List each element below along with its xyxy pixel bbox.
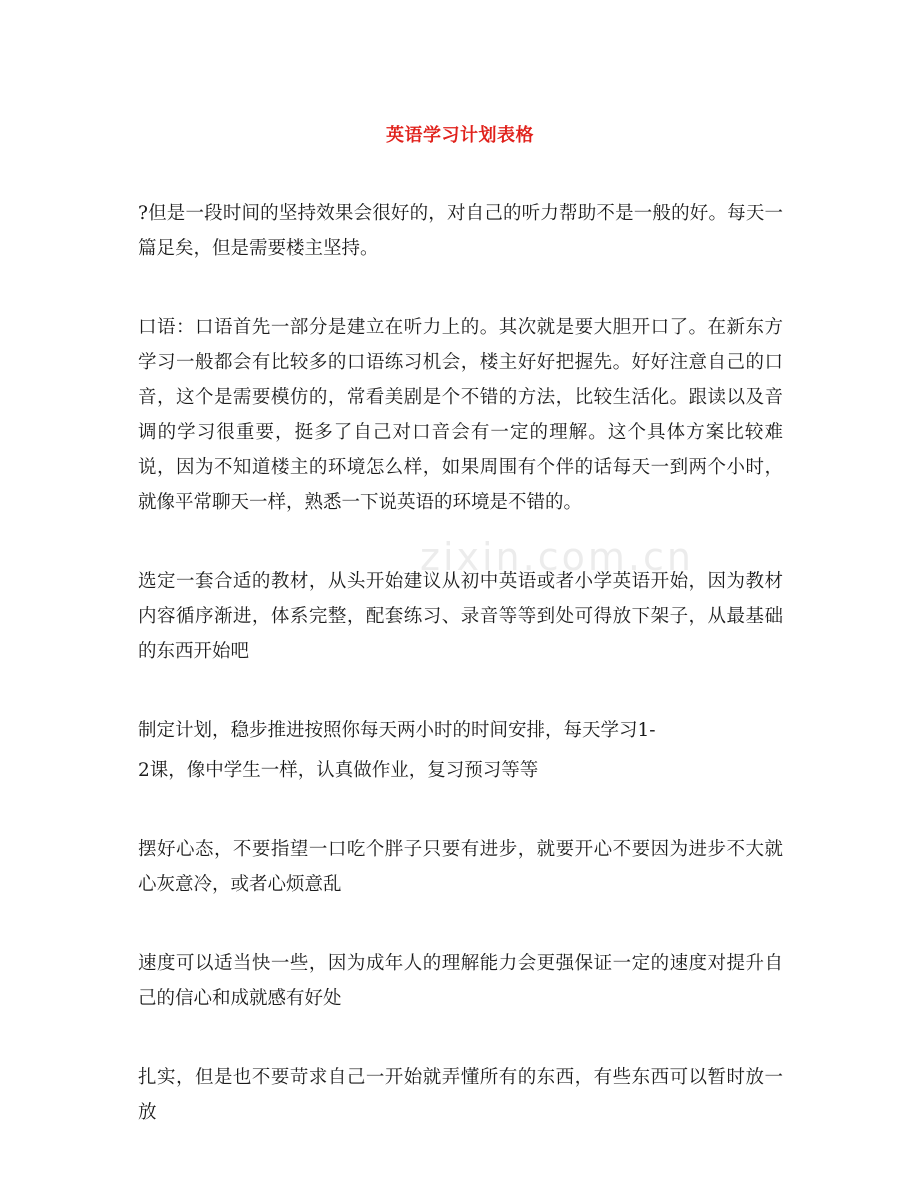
- document-title: 英语学习计划表格: [386, 125, 534, 146]
- document-body: [138, 196, 783, 1130]
- paragraph-textbook: 选定一套合适的教材，从头开始建议从初中英语或者小学英语开始，因为教材内容循序渐进，体系完整，配套练习、录音等等到处可得放下架子，从最基础的东西开始吧: [138, 571, 783, 662]
- paragraph-speed: 速度可以适当快一些，因为成年人的理解能力会更强保证一定的速度对提升自己的信心和成就感有好处: [138, 953, 783, 1009]
- paragraph-solid: 扎实，但是也不要苛求自己一开始就弄懂所有的东西，有些东西可以暂时放一放: [138, 1067, 783, 1123]
- watermark: zixin.com.cn: [420, 535, 694, 579]
- paragraph-plan-line-1: 制定计划，稳步推进按照你每天两小时的时间安排，每天学习1-: [138, 720, 656, 741]
- paragraph-mindset: 摆好心态，不要指望一口吃个胖子只要有进步，就要开心不要因为进步不大就心灰意冷，或者心烦意乱: [138, 839, 783, 895]
- paragraph-listening: ?但是一段时间的坚持效果会很好的，对自己的听力帮助不是一般的好。每天一篇足矣，但是需要楼主坚持。: [138, 203, 783, 259]
- paragraph-speaking: 口语：口语首先一部分是建立在听力上的。其次就是要大胆开口了。在新东方学习一般都会有比较多的口语练习机会，楼主好好把握先。好好注意自己的口音，这个是需要模仿的，常看美剧是个不错的方法，比较生活化。跟读以及音调的学习很重要，挺多了自己对口音会有一定的理解。这个具体方案比较难说，因为不知道楼主的环境怎么样，如果周围有个伴的话每天一到两个小时，就像平常聊天一样，熟悉一下说英语的环境是不错的。: [138, 317, 783, 513]
- paragraph-plan-line-2: 2课，像中学生一样，认真做作业，复习预习等等: [138, 760, 539, 781]
